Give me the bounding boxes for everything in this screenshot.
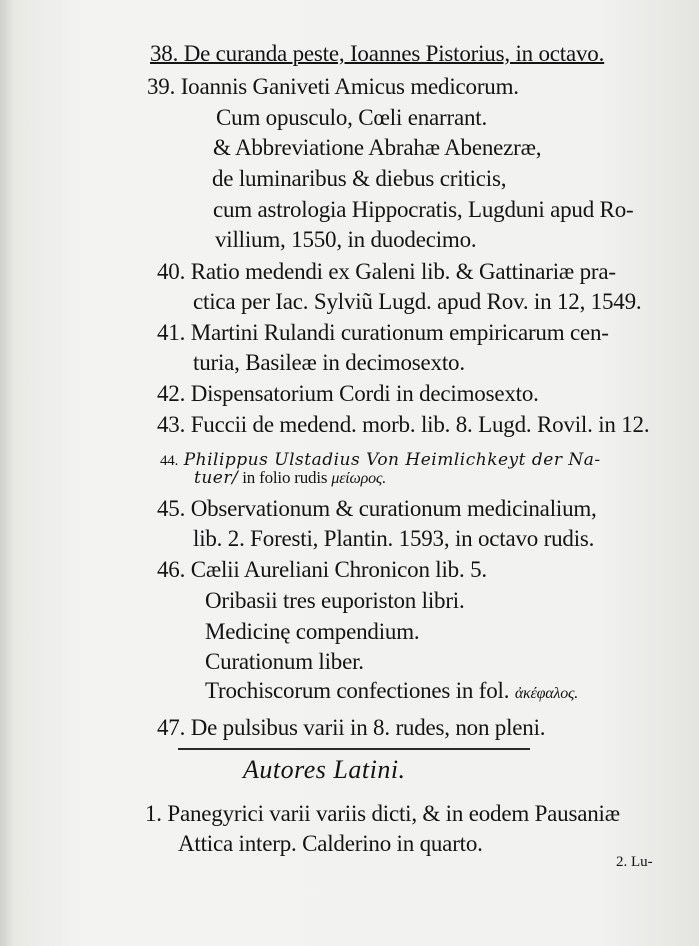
entry-46-line-3 bbox=[205, 618, 419, 646]
entry-text: Oribasii tres euporiston libri. bbox=[205, 588, 465, 613]
entry-38 bbox=[150, 40, 604, 68]
entry-text: 38. De curanda peste, Ioannes Pistorius, in octavo. bbox=[150, 41, 605, 66]
section-divider bbox=[178, 748, 530, 750]
page-gutter-shadow bbox=[0, 0, 14, 946]
entry-46-line-2 bbox=[205, 587, 465, 615]
entry-text: Attica interp. Calderino in quarto. bbox=[178, 831, 483, 856]
entry-46 bbox=[157, 556, 487, 584]
entry-text: Trochiscorum confectiones in fol. bbox=[205, 678, 510, 703]
handwritten-entry: Philippus Ulstadius Von Heimlichkeyt der Na- bbox=[183, 450, 601, 470]
entry-text: Medicinę compendium. bbox=[205, 619, 420, 644]
entry-45 bbox=[157, 495, 597, 523]
entry-text: 43. Fuccii de medend. morb. lib. 8. Lugd. Rovil. in 12. bbox=[157, 412, 650, 437]
entry-number: 44. bbox=[160, 453, 179, 469]
entry-41-line-2 bbox=[193, 349, 465, 377]
entry-39 bbox=[147, 73, 519, 101]
entry-45-line-2 bbox=[193, 525, 594, 553]
entry-text: 46. Cælii Aureliani Chronicon lib. 5. bbox=[157, 557, 487, 582]
catchword: 2. Lu- bbox=[616, 854, 653, 870]
entry-text: cum astrologia Hippocratis, Lugduni apud Ro- bbox=[213, 197, 634, 222]
entry-41 bbox=[157, 319, 609, 347]
entry-46-line-4 bbox=[205, 648, 364, 676]
entry-text: Cum opusculo, Cœli enarrant. bbox=[216, 105, 487, 130]
entry-text: lib. 2. Foresti, Plantin. 1593, in octavo rudis. bbox=[193, 526, 595, 551]
entry-39-line-4 bbox=[212, 165, 506, 193]
entry-text: 47. De pulsibus varii in 8. rudes, non pleni. bbox=[157, 715, 546, 740]
section-heading: Autores Latini. bbox=[243, 755, 406, 784]
entry-text: 42. Dispensatorium Cordi in decimosexto. bbox=[157, 381, 539, 406]
entry-text: turia, Basileæ in decimosexto. bbox=[193, 350, 465, 375]
entry-47 bbox=[157, 714, 545, 742]
entry-46-line-5 bbox=[205, 677, 578, 708]
entry-39-line-2 bbox=[216, 104, 487, 132]
greek-note: μείωρος. bbox=[331, 470, 387, 487]
entry-text: Curationum liber. bbox=[205, 649, 364, 674]
entry-text: 41. Martini Rulandi curationum empiricarum cen- bbox=[157, 320, 609, 345]
greek-note: ἀκέφαλος. bbox=[514, 685, 579, 702]
entry-text: in folio rudis bbox=[242, 468, 328, 487]
latin-entry-1 bbox=[145, 800, 620, 828]
entry-39-line-6 bbox=[215, 226, 476, 254]
entry-text: villium, 1550, in duodecimo. bbox=[215, 227, 477, 252]
entry-39-line-5 bbox=[213, 196, 633, 224]
entry-40 bbox=[157, 258, 616, 286]
entry-42 bbox=[157, 380, 539, 408]
entry-text: 1. Panegyrici varii variis dicti, & in eodem Pausaniæ bbox=[145, 801, 620, 826]
handwritten-entry: tuer/ bbox=[194, 468, 239, 488]
entry-text: & Abbreviatione Abrahæ Abenezræ, bbox=[213, 135, 542, 160]
entry-text: de luminaribus & diebus criticis, bbox=[212, 166, 507, 191]
entry-text: 45. Observationum & curationum medicinalium, bbox=[157, 496, 597, 521]
entry-44-line-2 bbox=[194, 464, 386, 493]
entry-text: 39. Ioannis Ganiveti Amicus medicorum. bbox=[147, 74, 519, 99]
entry-43 bbox=[157, 411, 649, 439]
entry-40-line-2 bbox=[193, 288, 641, 316]
latin-entry-1-line-2 bbox=[178, 830, 483, 858]
entry-text: ctica per Iac. Sylviũ Lugd. apud Rov. in 12, 1549. bbox=[193, 289, 642, 314]
entry-39-line-3 bbox=[213, 134, 541, 162]
entry-text: 40. Ratio medendi ex Galeni lib. & Gattinariæ pra- bbox=[157, 259, 616, 284]
